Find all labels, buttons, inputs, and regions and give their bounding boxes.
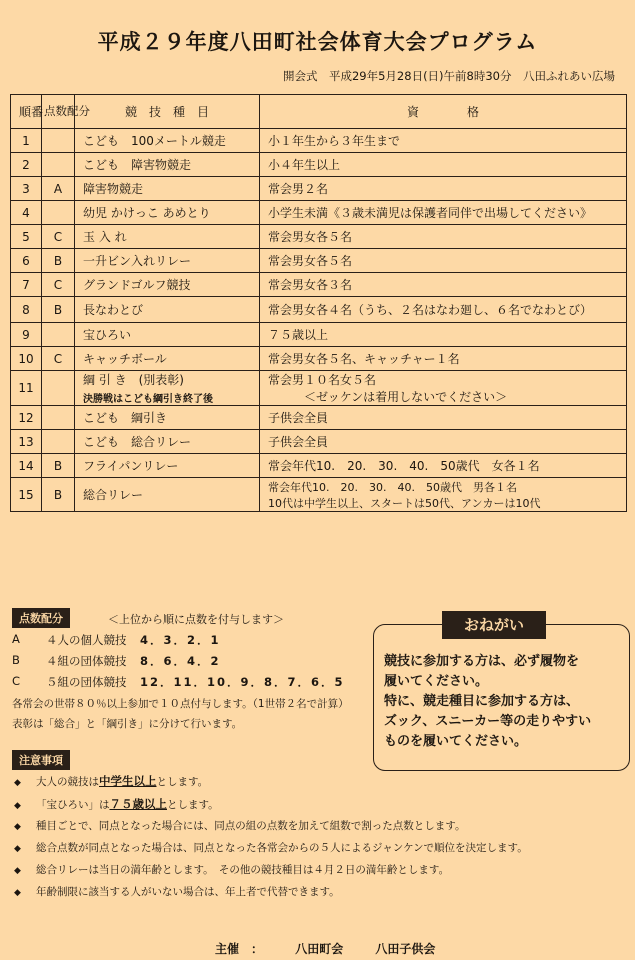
row-points	[42, 371, 75, 406]
organizer-footer	[215, 940, 463, 957]
row-qualification	[260, 430, 627, 454]
qualification-text: 小４年生以上	[268, 158, 341, 172]
caution-text: 「宝ひろい」は	[36, 799, 110, 811]
scoring-key: C	[12, 674, 21, 688]
caution-item	[14, 796, 219, 812]
scoring-row	[12, 674, 372, 692]
row-qualification	[260, 323, 627, 347]
row-event	[75, 371, 260, 406]
row-event	[75, 430, 260, 454]
request-label: おねがい	[442, 611, 546, 639]
event-name: 一升ビン入れリレー	[83, 254, 192, 268]
row-qualification	[260, 371, 627, 406]
row-order: 10	[11, 347, 42, 371]
scoring-row	[12, 632, 372, 650]
row-points	[42, 129, 75, 153]
request-body	[384, 652, 626, 752]
scoring-row-label: ４人の個人競技	[46, 633, 127, 647]
header-event: 競 技 種 目	[75, 95, 260, 129]
diamond-bullet-icon: ◆	[14, 778, 21, 788]
row-points: B	[42, 297, 75, 323]
caution-text: 大人の競技は	[36, 776, 99, 788]
diamond-bullet-icon: ◆	[14, 844, 21, 854]
request-line: 競技に参加する方は、必ず履物を	[384, 654, 580, 669]
event-name: フライパンリレー	[83, 459, 179, 473]
row-event	[75, 323, 260, 347]
qualification-text: 常会男女各５名	[268, 230, 353, 244]
row-qualification	[260, 225, 627, 249]
event-name: 長なわとび	[83, 303, 144, 317]
qualification-text: 常会年代10. 20. 30. 40. 50歳代 女各１名	[268, 459, 540, 473]
qualification-text: 小１年生から３年生まで	[268, 134, 401, 148]
row-qualification	[260, 249, 627, 273]
row-event	[75, 347, 260, 371]
row-event	[75, 177, 260, 201]
caution-item	[14, 773, 208, 789]
table-row	[11, 273, 627, 297]
qualification-text: 常会年代10. 20. 30. 40. 50歳代 男各１名	[268, 480, 517, 494]
request-box	[373, 616, 630, 771]
row-event	[75, 201, 260, 225]
qualification-text: ７５歳以上	[268, 328, 329, 342]
row-qualification	[260, 406, 627, 430]
qualification-text: 常会男１０名女５名	[268, 373, 377, 387]
organizer-label: 主催 ：	[215, 942, 264, 956]
row-order: 14	[11, 454, 42, 478]
event-name: 幼児 かけっこ あめとり	[83, 206, 211, 220]
table-row	[11, 129, 627, 153]
row-order: 12	[11, 406, 42, 430]
caution-item	[14, 840, 528, 855]
diamond-bullet-icon: ◆	[14, 888, 21, 898]
row-points: C	[42, 225, 75, 249]
table-row	[11, 297, 627, 323]
cautions-label: 注意事項	[12, 750, 70, 770]
row-qualification	[260, 153, 627, 177]
row-order: 7	[11, 273, 42, 297]
event-name: 宝ひろい	[83, 328, 132, 342]
header-qualification: 資 格	[260, 95, 627, 129]
header-points: 点数配分	[42, 95, 75, 129]
qualification-text: 常会男２名	[268, 182, 329, 196]
row-order: 13	[11, 430, 42, 454]
row-order: 2	[11, 153, 42, 177]
table-row	[11, 430, 627, 454]
scoring-key: B	[12, 653, 20, 667]
qualification-text: 小学生未満《３歳未満児は保護者同伴で出場してください》	[268, 206, 593, 220]
row-event	[75, 406, 260, 430]
row-order: 15	[11, 478, 42, 512]
qualification-text: 常会男女各５名、キャッチャー１名	[268, 352, 460, 366]
event-name: 綱 引 き (別表彰)	[83, 373, 184, 387]
scoring-row-points: 4．3．2．1	[140, 633, 221, 647]
row-order: 8	[11, 297, 42, 323]
row-points	[42, 323, 75, 347]
scoring-note-awards: 表彰は「総合」と「綱引き」に分けて行います。	[12, 718, 243, 730]
diamond-bullet-icon: ◆	[14, 801, 21, 811]
row-order: 4	[11, 201, 42, 225]
row-qualification	[260, 454, 627, 478]
row-points: A	[42, 177, 75, 201]
table-row	[11, 225, 627, 249]
request-line: ズック、スニーカー等の走りやすい	[384, 714, 592, 729]
organizer-town: 八田町会	[295, 942, 344, 956]
caution-item	[14, 862, 449, 877]
event-name: こども 綱引き	[83, 411, 168, 425]
row-event	[75, 225, 260, 249]
request-line: ものを履いてください。	[384, 734, 528, 749]
table-row	[11, 153, 627, 177]
event-name: こども 障害物競走	[83, 158, 192, 172]
row-qualification	[260, 129, 627, 153]
scoring-note-household: 各常会の世帯８０％以上参加で１０点付与します。（1世帯２名で計算）	[12, 698, 349, 710]
row-event	[75, 273, 260, 297]
qualification-text: 常会男女各４名（うち、２名はなわ廻し、６名でなわとび）	[268, 303, 593, 317]
event-name: 障害物競走	[83, 182, 144, 196]
caution-item	[14, 818, 465, 833]
qualification-text: 子供会全員	[268, 411, 329, 425]
table-row	[11, 478, 627, 512]
row-order: 5	[11, 225, 42, 249]
table-row	[11, 249, 627, 273]
qualification-subtext: 10代は中学生以上、スタートは50代、アンカーは10代	[268, 496, 541, 510]
row-points: B	[42, 478, 75, 512]
table-row	[11, 201, 627, 225]
scoring-row-label: ４組の団体競技	[46, 654, 127, 668]
row-points: B	[42, 454, 75, 478]
caution-text: とします。	[167, 799, 219, 811]
caution-text: 年齢制限に該当する人がいない場合は、年上者で代替できます。	[36, 886, 340, 898]
event-name: 玉 入 れ	[83, 230, 127, 244]
qualification-text: 常会男女各５名	[268, 254, 353, 268]
scoring-row-points: 8．6．4．2	[140, 654, 221, 668]
caution-text: 総合点数が同点となった場合は、同点となった各常会からの５人によるジャンケンで順位を決定します。	[36, 842, 528, 854]
table-row	[11, 177, 627, 201]
row-points	[42, 430, 75, 454]
caution-emphasis: 中学生以上	[99, 774, 157, 788]
row-points: C	[42, 273, 75, 297]
event-note: 決勝戦はこども綱引き終了後	[83, 394, 213, 405]
event-name: キャッチボール	[83, 352, 167, 366]
row-order: 9	[11, 323, 42, 347]
row-order: 11	[11, 371, 42, 406]
request-line: 履いてください。	[384, 674, 489, 689]
event-name: こども 総合リレー	[83, 435, 192, 449]
row-points	[42, 153, 75, 177]
row-event	[75, 478, 260, 512]
table-header-row	[11, 95, 627, 129]
scoring-label: 点数配分	[12, 608, 70, 628]
row-order: 1	[11, 129, 42, 153]
scoring-row-label: ５組の団体競技	[46, 675, 127, 689]
row-qualification	[260, 347, 627, 371]
row-event	[75, 129, 260, 153]
row-qualification	[260, 273, 627, 297]
caution-text: とします。	[156, 776, 209, 788]
row-points	[42, 201, 75, 225]
scoring-row	[12, 653, 372, 671]
organizer-kids: 八田子供会	[375, 942, 436, 956]
table-row	[11, 347, 627, 371]
scoring-hint: ＜上位から順に点数を付与します＞	[108, 613, 284, 626]
caution-text: 種目ごとで、同点となった場合には、同点の組の点数を加えて組数で割った点数とします。	[36, 820, 466, 832]
request-line: 特に、競走種目に参加する方は、	[384, 694, 580, 709]
diamond-bullet-icon: ◆	[14, 866, 21, 876]
row-order: 3	[11, 177, 42, 201]
diamond-bullet-icon: ◆	[14, 822, 21, 832]
qualification-text: 子供会全員	[268, 435, 329, 449]
row-qualification	[260, 297, 627, 323]
row-qualification	[260, 201, 627, 225]
page-title: 平成２９年度八田町社会体育大会プログラム	[97, 30, 538, 54]
row-event	[75, 249, 260, 273]
row-points: B	[42, 249, 75, 273]
table-row	[11, 371, 627, 406]
header-order: 順番	[11, 95, 42, 129]
scoring-key: A	[12, 632, 20, 646]
row-qualification	[260, 177, 627, 201]
row-points	[42, 406, 75, 430]
caution-text: 総合リレーは当日の満年齢とします。 その他の競技種目は４月２日の満年齢とします。	[36, 864, 450, 876]
qualification-text: 常会男女各３名	[268, 278, 353, 292]
row-order: 6	[11, 249, 42, 273]
table-row	[11, 454, 627, 478]
event-name: 総合リレー	[83, 488, 144, 502]
row-event	[75, 297, 260, 323]
caution-item	[14, 884, 340, 899]
row-qualification	[260, 478, 627, 512]
program-table	[10, 94, 627, 512]
row-event	[75, 153, 260, 177]
row-points: C	[42, 347, 75, 371]
opening-ceremony-info: 開会式 平成29年5月28日(日)午前8時30分 八田ふれあい広場	[282, 69, 615, 83]
caution-emphasis: ７５歳以上	[109, 797, 167, 811]
table-row	[11, 323, 627, 347]
row-event	[75, 454, 260, 478]
event-name: こども 100メートル競走	[83, 134, 226, 148]
table-row	[11, 406, 627, 430]
qualification-subtext: ＜ゼッケンは着用しないでください＞	[304, 390, 508, 404]
scoring-row-points: 12．11．10．9．8．7．6．5	[140, 675, 345, 689]
event-name: グランドゴルフ競技	[83, 278, 191, 292]
